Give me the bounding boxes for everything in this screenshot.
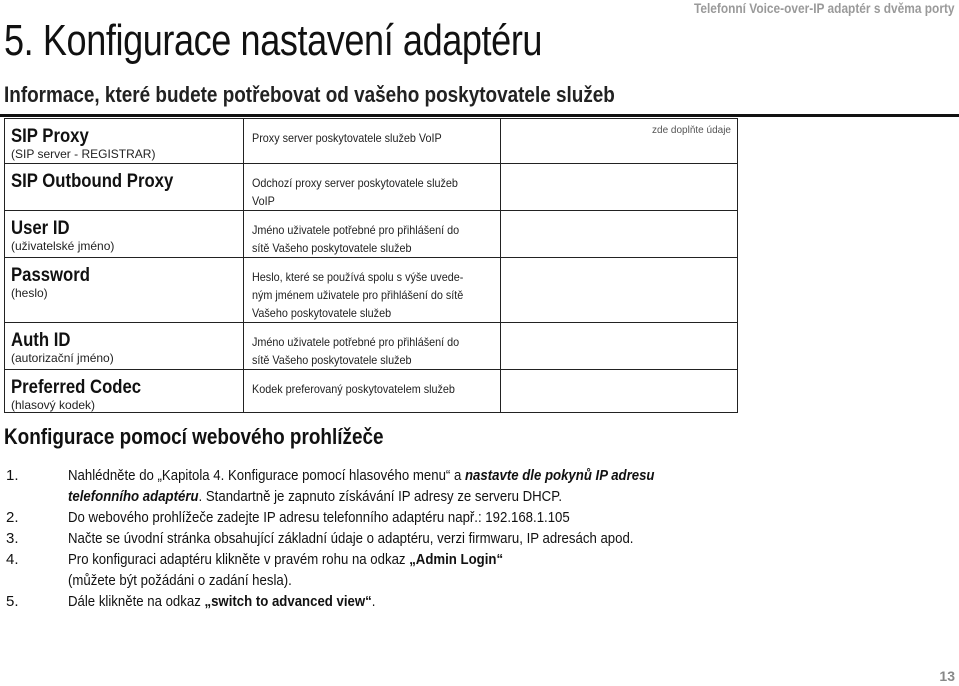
desc-cell	[244, 323, 501, 370]
admin-login-link-text: „Admin Login“	[409, 551, 504, 568]
fill-cell[interactable]	[501, 211, 738, 258]
step-text-part: .	[371, 593, 376, 610]
desc-cell	[244, 211, 501, 258]
list-item	[6, 466, 946, 487]
page-number: 13	[939, 668, 955, 684]
term-label: Auth ID	[11, 330, 71, 351]
desc-text: Odchozí proxy server poskytovatele služeb VoIP	[252, 176, 458, 208]
step-emphasis: telefonního adaptéru	[68, 488, 199, 505]
step-text-part: Do webového prohlížeče zadejte IP adresu telefonního adaptéru např.: 192.168.1.105	[68, 509, 570, 526]
term-cell	[5, 164, 244, 211]
list-item	[6, 529, 946, 550]
desc-cell	[244, 119, 501, 164]
step-number: 1.	[6, 467, 19, 484]
term-label: Preferred Codec	[11, 377, 142, 398]
running-header: Telefonní Voice-over-IP adaptér s dvěma porty	[694, 0, 955, 16]
term-cell	[5, 370, 244, 413]
term-label: SIP Outbound Proxy	[11, 171, 174, 192]
term-sublabel: (hlasový kodek)	[11, 398, 96, 412]
step-text	[68, 529, 633, 549]
list-item	[6, 550, 946, 571]
term-sublabel: (autorizační jméno)	[11, 351, 114, 365]
fill-cell[interactable]	[501, 323, 738, 370]
section-subtitle: Informace, které budete potřebovat od vašeho poskytovatele služeb	[4, 82, 615, 107]
table-row	[5, 323, 738, 370]
list-item	[6, 592, 946, 613]
settings-table	[4, 118, 738, 413]
list-item	[6, 508, 946, 529]
step-text-part: Dále klikněte na odkaz	[68, 593, 205, 610]
table-row	[5, 211, 738, 258]
step-text	[68, 508, 570, 528]
term-cell	[5, 323, 244, 370]
term-cell	[5, 258, 244, 323]
desc-cell	[244, 370, 501, 413]
step-text	[68, 466, 655, 486]
step-number: 3.	[6, 530, 19, 547]
term-sublabel: (SIP server - REGISTRAR)	[11, 147, 156, 161]
step-text	[68, 550, 503, 570]
desc-text: Heslo, které se používá spolu s výše uvede- ným jménem uživatele pro přihlášení do sítě Vašeho poskytovatele služeb	[252, 270, 464, 320]
term-label: User ID	[11, 218, 70, 239]
section-heading: Konfigurace pomocí webového prohlížeče	[4, 424, 384, 449]
step-text-part: Nahlédněte do „Kapitola 4. Konfigurace pomocí hlasového menu“ a	[68, 467, 465, 484]
table-row	[5, 370, 738, 413]
fill-cell[interactable]	[501, 370, 738, 413]
step-text-part: . Standartně je zapnuto získávání IP adresy ze serveru DHCP.	[198, 488, 562, 505]
step-number: 4.	[6, 551, 19, 568]
term-cell	[5, 119, 244, 164]
desc-text: Jméno uživatele potřebné pro přihlášení do sítě Vašeho poskytovatele služeb	[252, 335, 460, 367]
step-emphasis: nastavte dle pokynů IP adresu	[464, 467, 655, 484]
term-label: Password	[11, 265, 90, 286]
step-number: 5.	[6, 593, 19, 610]
step-text-part: Pro konfiguraci adaptéru klikněte v pravém rohu na odkaz	[68, 551, 410, 568]
table-row	[5, 164, 738, 211]
fill-cell[interactable]	[501, 164, 738, 211]
term-sublabel: (heslo)	[11, 286, 48, 300]
chapter-title: 5. Konfigurace nastavení adaptéru	[4, 16, 543, 65]
list-item	[6, 487, 946, 508]
desc-cell	[244, 164, 501, 211]
step-text-part: (můžete být požádáni o zadání hesla).	[68, 572, 292, 589]
fill-cell[interactable]	[501, 119, 738, 164]
desc-text: Kodek preferovaný poskytovatelem služeb	[252, 382, 455, 396]
table-row	[5, 119, 738, 164]
step-text-part: Načte se úvodní stránka obsahující základní údaje o adaptéru, verzi firmwaru, IP adresách apod.	[68, 530, 634, 547]
desc-cell	[244, 258, 501, 323]
steps-list	[6, 466, 946, 613]
fill-cell[interactable]	[501, 258, 738, 323]
desc-text: Proxy server poskytovatele služeb VoIP	[252, 131, 442, 145]
step-text	[68, 592, 375, 612]
term-label: SIP Proxy	[11, 126, 89, 147]
term-sublabel: (uživatelské jméno)	[11, 239, 115, 253]
step-text	[68, 487, 562, 507]
list-item	[6, 571, 946, 592]
step-text	[68, 571, 292, 591]
advanced-view-link-text: „switch to advanced view“	[204, 593, 372, 610]
fill-hint: zde doplňte údaje	[652, 125, 731, 136]
divider-rule	[0, 114, 959, 117]
table-row	[5, 258, 738, 323]
desc-text: Jméno uživatele potřebné pro přihlášení do sítě Vašeho poskytovatele služeb	[252, 223, 460, 255]
step-number: 2.	[6, 509, 19, 526]
term-cell	[5, 211, 244, 258]
